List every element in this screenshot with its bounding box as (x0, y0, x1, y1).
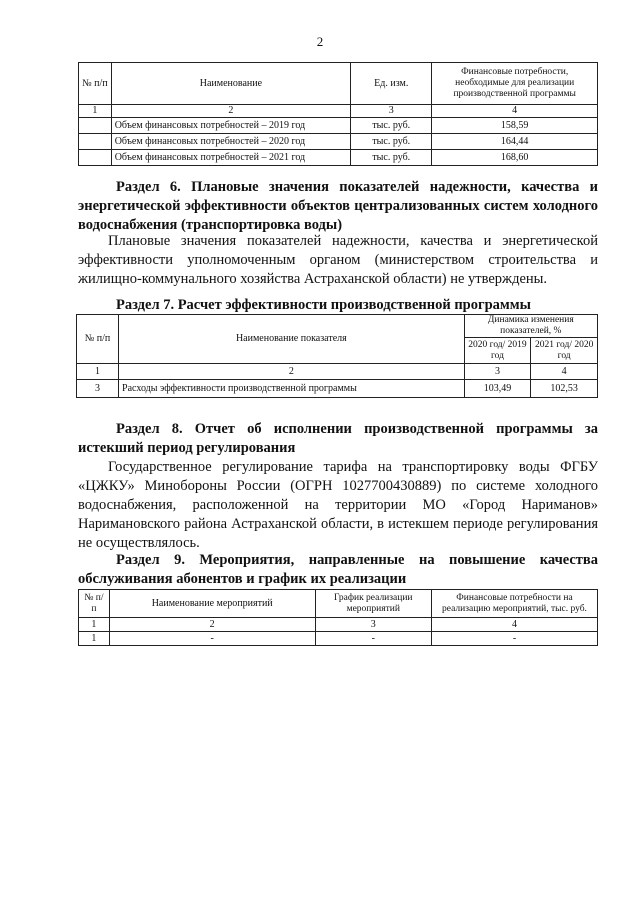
index-cell: 3 (351, 105, 432, 118)
row-num: 1 (79, 632, 110, 646)
row-name: Объем финансовых потребностей – 2021 год (111, 150, 350, 166)
row-need: - (431, 632, 597, 646)
row-unit: тыс. руб. (351, 150, 432, 166)
section8-text: Государственное регулирование тарифа на транспортировку воды ФГБУ «ЦЖКУ» Минобороны России (ОГРН 1027700430889) по системе холодного водоснабжения, расположенной на территории МО «Город Нариманов» Наримановского района Астраханской области, в истекшем периоде регулирования не осуществлялось. (78, 459, 598, 551)
col-schedule-header: График реализации мероприятий (315, 590, 431, 618)
row-name: - (109, 632, 315, 646)
row-name: Объем финансовых потребностей – 2019 год (111, 118, 350, 134)
index-cell: 2 (111, 105, 350, 118)
row-schedule: - (315, 632, 431, 646)
col-unit-header: Ед. изм. (351, 63, 432, 105)
col-2020-header: 2020 год/ 2019 год (464, 338, 531, 364)
table-row (79, 150, 598, 166)
index-cell: 1 (79, 105, 112, 118)
col-need-header: Финансовые потребности, необходимые для реализации производственной программы (432, 63, 598, 105)
index-cell: 2 (109, 618, 315, 632)
index-cell: 3 (464, 364, 531, 380)
col-name-header: Наименование (111, 63, 350, 105)
index-cell: 3 (315, 618, 431, 632)
table-row (77, 380, 598, 398)
activities-table (78, 589, 598, 646)
efficiency-table (76, 314, 598, 398)
row-2021: 102,53 (531, 380, 598, 398)
row-num: 3 (77, 380, 119, 398)
col-num-header: № п/п (77, 315, 119, 364)
index-cell: 1 (77, 364, 119, 380)
row-name: Расходы эффективности производственной программы (119, 380, 465, 398)
col-2021-header: 2021 год/ 2020 год (531, 338, 598, 364)
section8-heading: Раздел 8. Отчет об исполнении производственной программы за истекший период регулирования (78, 421, 598, 456)
col-num-header: № п/п (79, 590, 110, 618)
row-name: Объем финансовых потребностей – 2020 год (111, 134, 350, 150)
section7-heading: Раздел 7. Расчет эффективности производственной программы (116, 297, 531, 313)
index-cell: 2 (119, 364, 465, 380)
col-name-header: Наименование мероприятий (109, 590, 315, 618)
row-2020: 103,49 (464, 380, 531, 398)
page-number: 2 (316, 34, 324, 49)
table-row (79, 118, 598, 134)
col-dynamics-header: Динамика изменения показателей, % (464, 315, 597, 338)
col-num-header: № п/п (79, 63, 112, 105)
row-unit: тыс. руб. (351, 134, 432, 150)
row-value: 158,59 (432, 118, 598, 134)
financial-needs-table (78, 62, 598, 166)
col-name-header: Наименование показателя (119, 315, 465, 364)
col-need-header: Финансовые потребности на реализацию мероприятий, тыс. руб. (431, 590, 597, 618)
section6-heading: Раздел 6. Плановые значения показателей надежности, качества и энергетической эффективности объектов централизованных систем холодного водоснабжения (транспортировка воды) (78, 179, 598, 233)
index-cell: 1 (79, 618, 110, 632)
row-value: 168,60 (432, 150, 598, 166)
row-unit: тыс. руб. (351, 118, 432, 134)
row-value: 164,44 (432, 134, 598, 150)
section9-heading: Раздел 9. Мероприятия, направленные на повышение качества обслуживания абонентов и график их реализации (78, 552, 598, 587)
index-cell: 4 (431, 618, 597, 632)
index-cell: 4 (432, 105, 598, 118)
section6-text: Плановые значения показателей надежности, качества и энергетической эффективности уполномоченным органом (министерством строительства и жилищно-коммунального хозяйства Астраханской области) не утверждены. (78, 233, 598, 287)
table-row (79, 134, 598, 150)
table-row (79, 632, 598, 646)
index-cell: 4 (531, 364, 598, 380)
